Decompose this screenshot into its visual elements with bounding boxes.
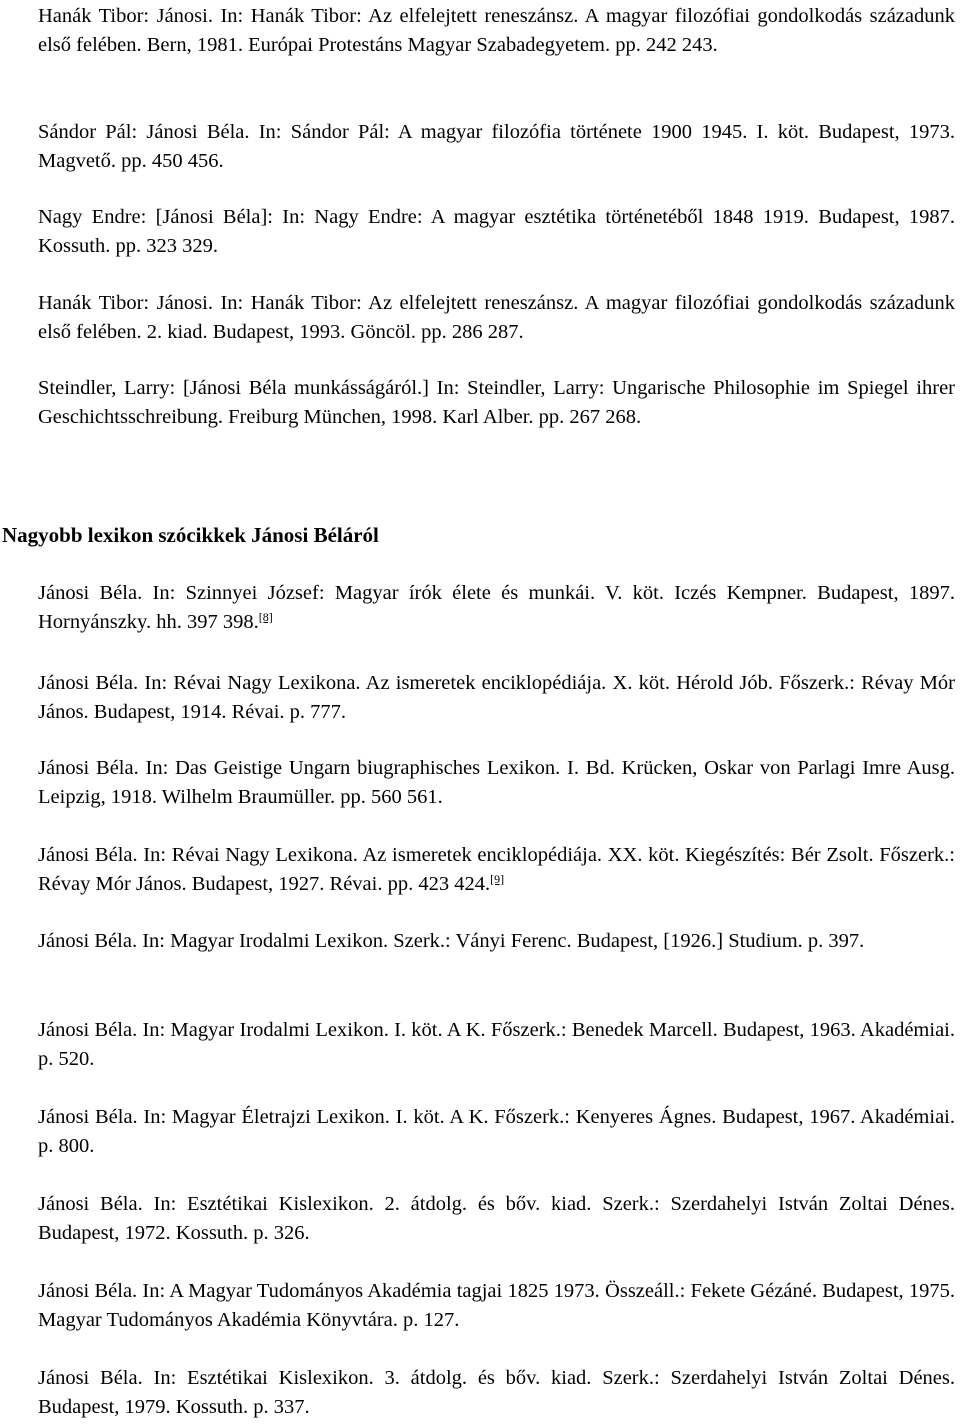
bibliography-entry: Hanák Tibor: Jánosi. In: Hanák Tibor: Az elfelejtett reneszánsz. A magyar filozófiai gondolkodás századunk első felében. Bern, 1981. Európai Protestáns Magyar Szabadegyetem. pp. 242 243. [38,5,955,56]
lexikon-entry-text: Jánosi Béla. In: Das Geistige Ungarn biugraphisches Lexikon. I. Bd. Krücken, Oskar von Parlagi Imre Ausg. Leipzig, 1918. Wilhelm Braumüller. pp. 560 561. [38,757,955,808]
lexikon-entry [38,1103,955,1161]
lexikon-entry [38,1277,955,1335]
bibliography-entry: Nagy Endre: [Jánosi Béla]: In: Nagy Endre: A magyar esztétika történetéből 1848 1919. Budapest, 1987. Kossuth. pp. 323 329. [38,206,955,257]
lexikon-entry [38,841,955,899]
lexikon-entry [38,1016,955,1074]
lexikon-entry-text: Jánosi Béla. In: Magyar Irodalmi Lexikon. Szerk.: Ványi Ferenc. Budapest, [1926.] Studium. p. 397. [38,930,865,952]
lexikon-entry [38,669,955,727]
lexikon-entry [38,754,955,812]
bibliography-entry: Sándor Pál: Jánosi Béla. In: Sándor Pál: A magyar filozófia története 1900 1945. I. köt. Budapest, 1973. Magvető. pp. 450 456. [38,121,955,172]
lexikon-entry-text: Jánosi Béla. In: Esztétikai Kislexikon. 2. átdolg. és bőv. kiad. Szerk.: Szerdahelyi István Zoltai Dénes. Budapest, 1972. Kossuth. p. 326. [38,1193,955,1244]
lexikon-entry-text: Jánosi Béla. In: A Magyar Tudományos Akadémia tagjai 1825 1973. Összeáll.: Fekete Gézáné. Budapest, 1975. Magyar Tudományos Akadémia Könyvtára. p. 127. [38,1280,955,1331]
footnote-link[interactable]: [9] [490,872,505,886]
lexikon-entry [38,1190,955,1248]
bibliography-entry: Hanák Tibor: Jánosi. In: Hanák Tibor: Az elfelejtett reneszánsz. A magyar filozófiai gondolkodás századunk első felében. 2. kiad. Budapest, 1993. Göncöl. pp. 286 287. [38,292,955,343]
lexikon-entry [38,927,955,956]
lexikon-entry-text: Jánosi Béla. In: Esztétikai Kislexikon. 3. átdolg. és bőv. kiad. Szerk.: Szerdahelyi István Zoltai Dénes. Budapest, 1979. Kossuth. p. 337. [38,1367,955,1418]
lexikon-entry-text: Jánosi Béla. In: Magyar Irodalmi Lexikon. I. köt. A K. Főszerk.: Benedek Marcell. Budapest, 1963. Akadémiai. p. 520. [38,1019,955,1070]
lexikon-entry-text: Jánosi Béla. In: Révai Nagy Lexikona. Az ismeretek enciklopédiája. X. köt. Hérold Jób. Főszerk.: Révay Mór János. Budapest, 1914. Révai. p. 777. [38,672,955,723]
lexikon-entry [38,579,955,637]
lexikon-entry-text: Jánosi Béla. In: Szinnyei József: Magyar írók élete és munkái. V. köt. Iczés Kempner. Budapest, 1897. Hornyánszky. hh. 397 398. [38,582,955,633]
bibliography-entry: Steindler, Larry: [Jánosi Béla munkásságáról.] In: Steindler, Larry: Ungarische Philosophie im Spiegel ihrer Geschichtsschreibung. Freiburg München, 1998. Karl Alber. pp. 267 268. [38,377,955,428]
section-heading: Nagyobb lexikon szócikkek Jánosi Béláról [2,523,379,547]
footnote-link[interactable]: [8] [258,610,273,624]
lexikon-entry [38,1364,955,1422]
lexikon-entry-text: Jánosi Béla. In: Magyar Életrajzi Lexikon. I. köt. A K. Főszerk.: Kenyeres Ágnes. Budapest, 1967. Akadémiai. p. 800. [38,1106,955,1157]
lexikon-entry-text: Jánosi Béla. In: Révai Nagy Lexikona. Az ismeretek enciklopédiája. XX. köt. Kiegészítés: Bér Zsolt. Főszerk.: Révay Mór János. Budapest, 1927. Révai. pp. 423 424. [38,844,955,895]
